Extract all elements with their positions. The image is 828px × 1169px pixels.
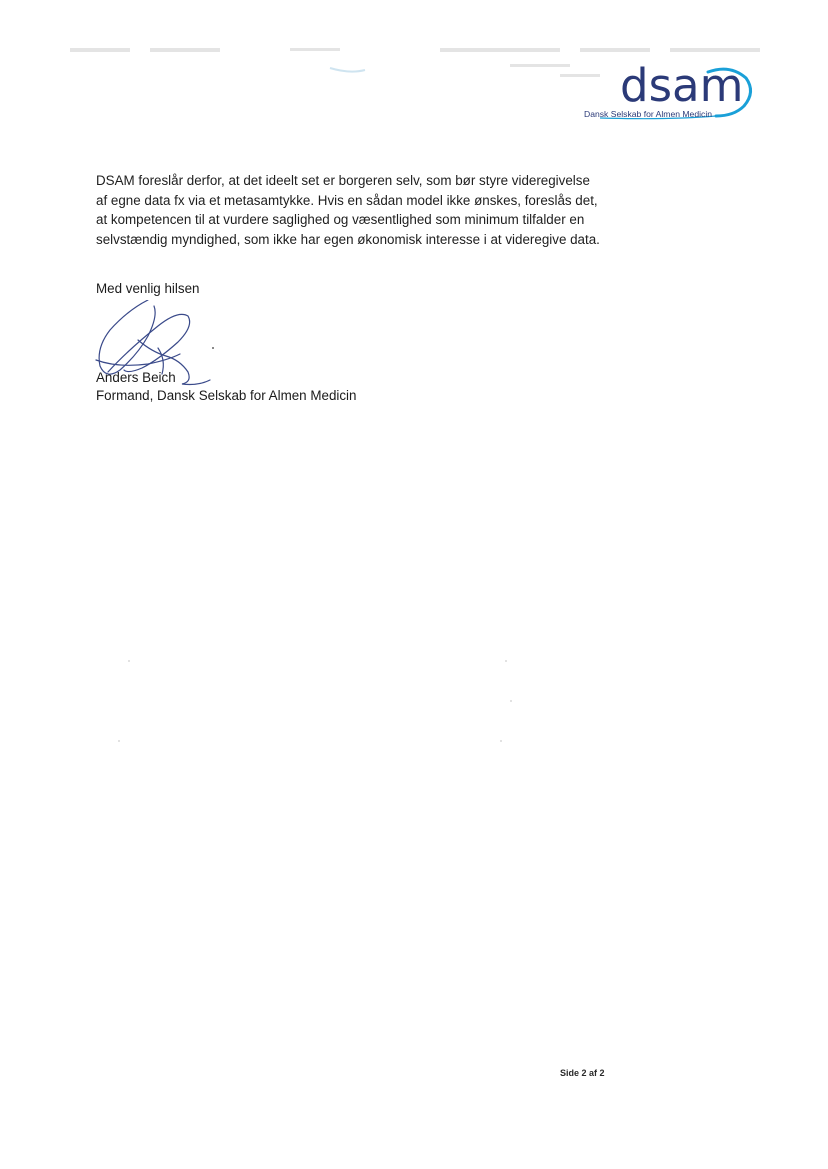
scan-speck — [128, 660, 130, 662]
body-paragraph — [96, 171, 626, 249]
logo-tagline: Dansk Selskab for Almen Medicin — [584, 109, 713, 119]
scan-speck — [505, 660, 507, 662]
body-line: af egne data fx via et metasamtykke. Hvis en sådan model ikke ønskes, foreslås det, — [96, 192, 598, 208]
body-line: selvstændig myndighed, som ikke har egen økonomisk interesse i at videregive data. — [96, 231, 600, 247]
signer-title: Formand, Dansk Selskab for Almen Medicin — [96, 388, 357, 403]
signer-name: Anders Beich — [96, 370, 176, 385]
page-number: Side 2 af 2 — [560, 1068, 605, 1078]
scan-speck — [118, 740, 120, 742]
scan-speck — [510, 700, 512, 702]
body-line: DSAM foreslår derfor, at det ideelt set er borgeren selv, som bør styre videregivelse — [96, 173, 590, 188]
dsam-logo — [580, 60, 760, 124]
body-line: at kompetencen til at vurdere saglighed og væsentlighed som minimum tilfalder en — [96, 212, 585, 227]
closing-greeting: Med venlig hilsen — [96, 281, 200, 296]
logo-wordmark: dsam — [620, 59, 744, 112]
scan-speck — [500, 740, 502, 742]
